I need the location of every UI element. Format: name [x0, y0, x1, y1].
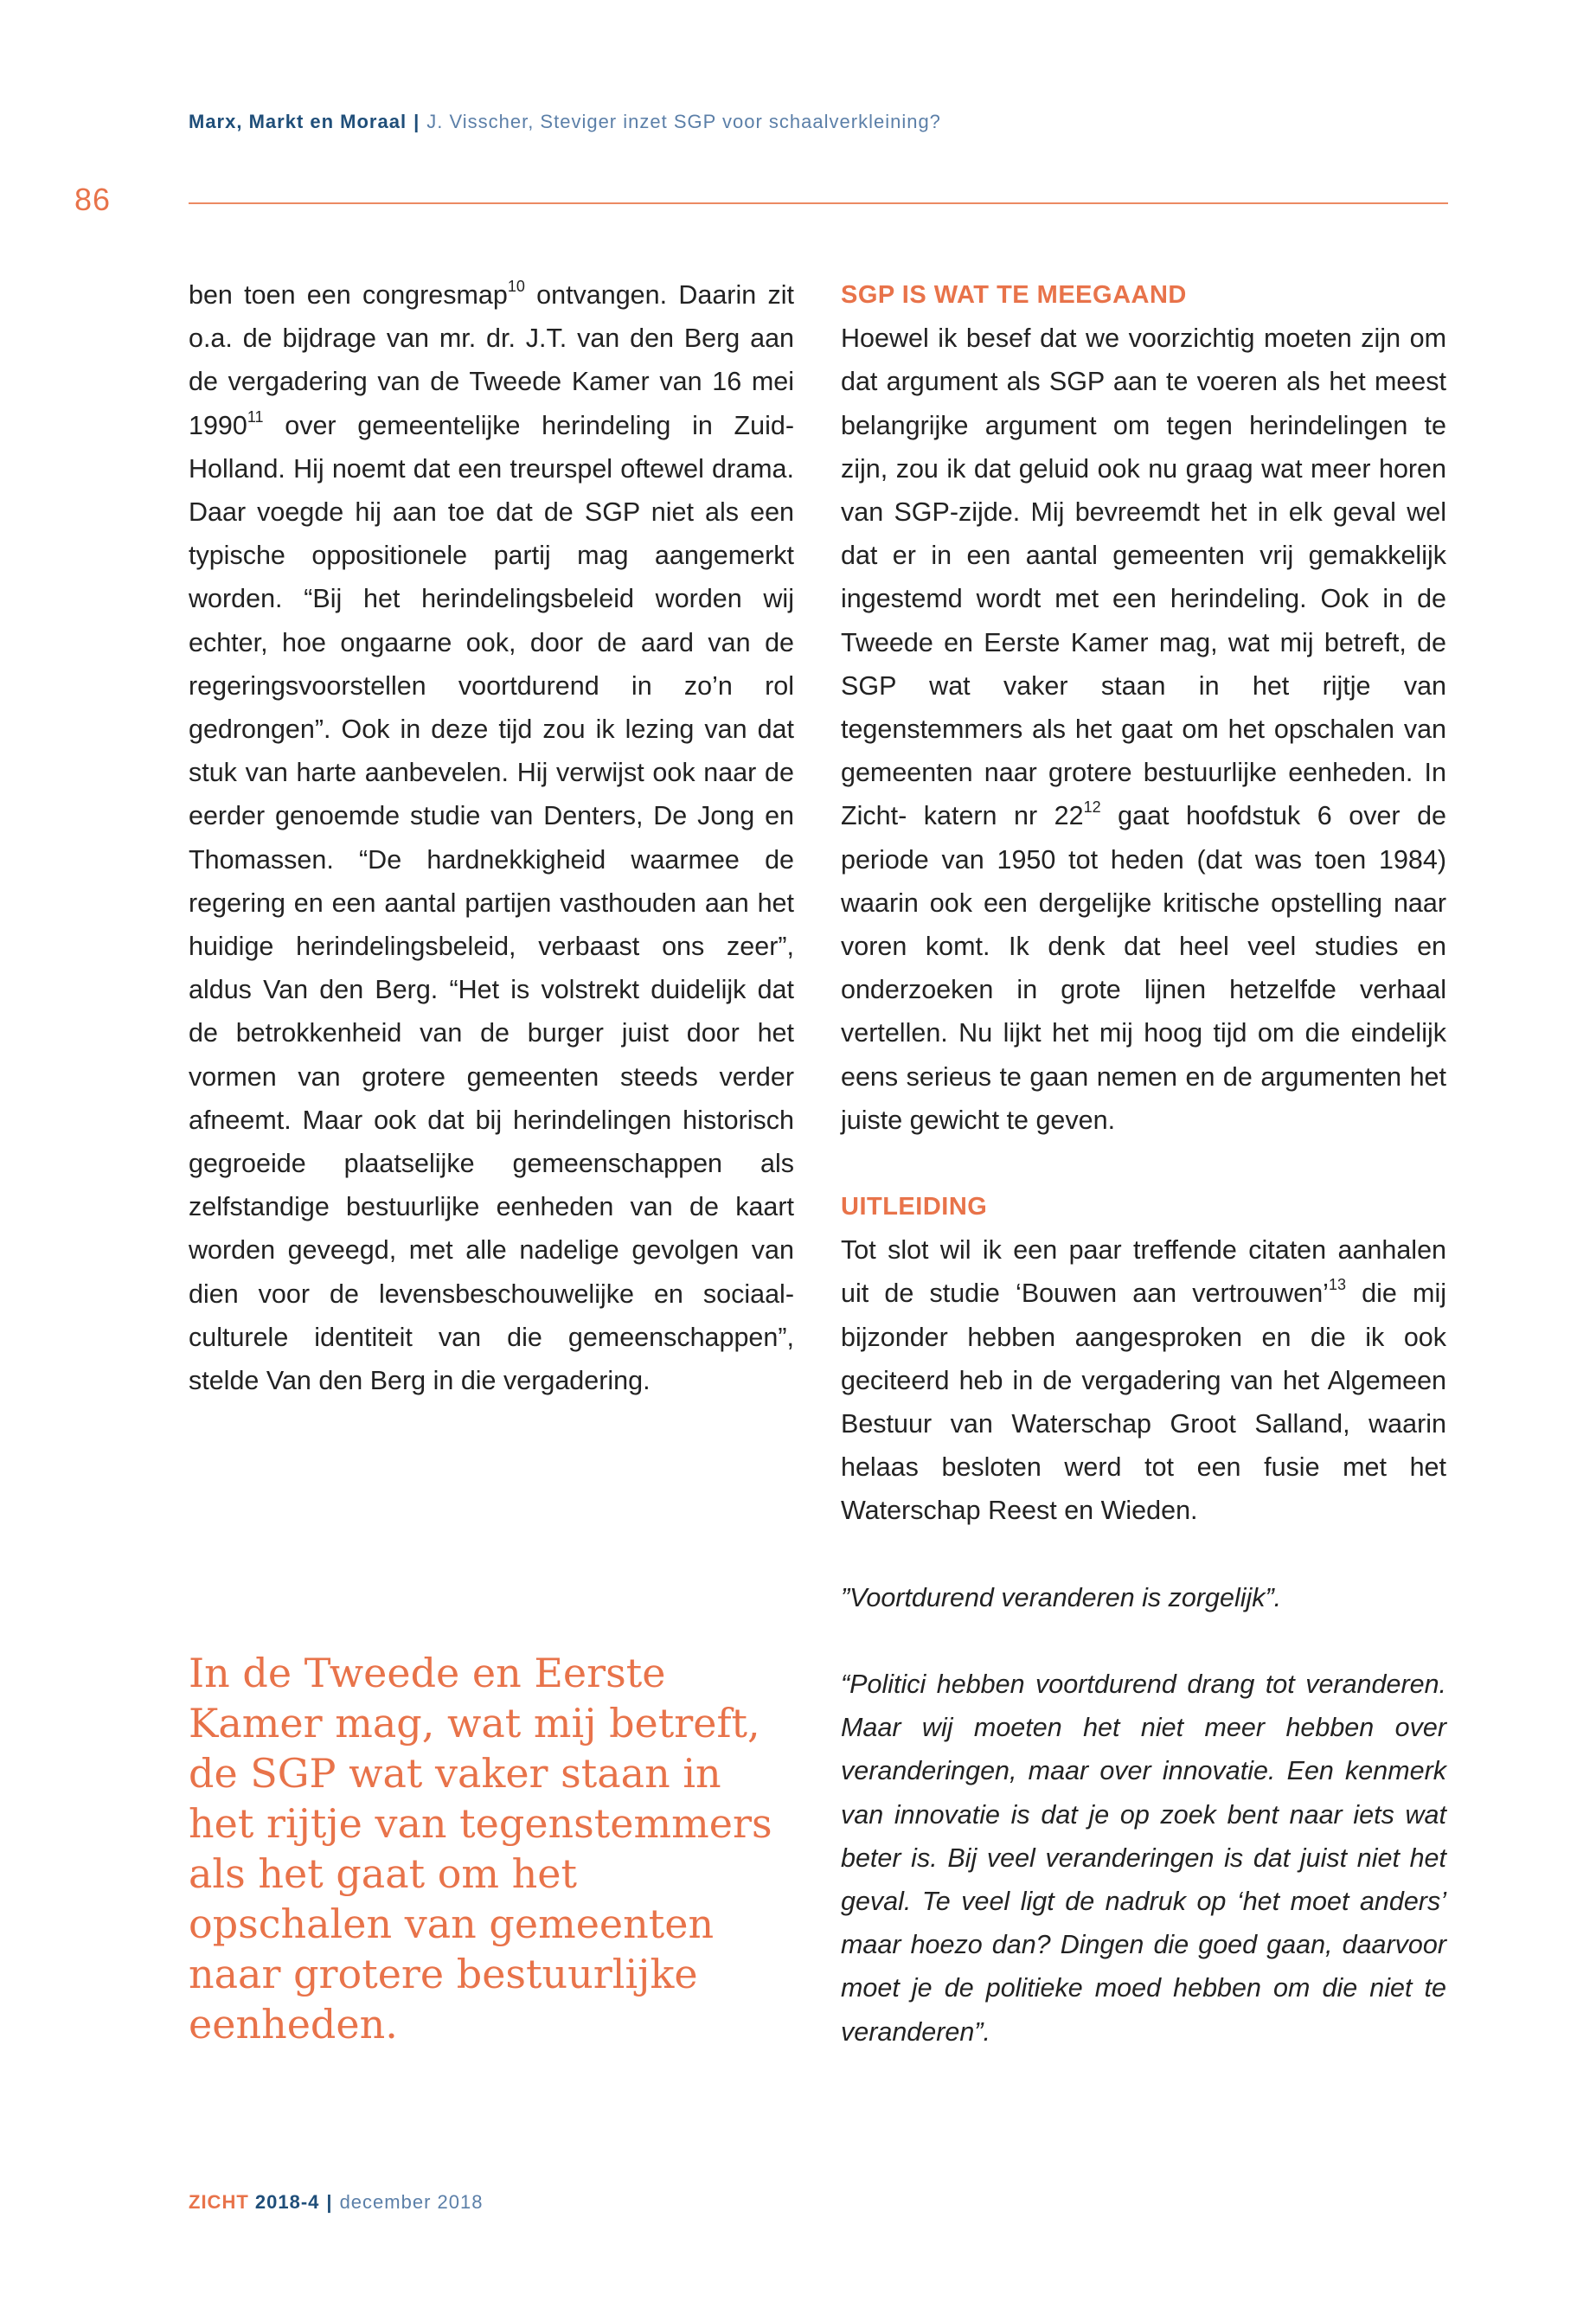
header-rule	[189, 202, 1448, 204]
text-run: Tot slot wil ik een paar treffende citaten aanhalen uit de studie ‘Bouwen aan vertrouwen’	[841, 1235, 1446, 1309]
section-heading: UITLEIDING	[841, 1193, 988, 1221]
series-title: Marx, Markt en Moraal	[189, 111, 407, 132]
text-run: ontvangen. Daarin zit o.a. de bijdrage van mr. dr. J.T. van den Berg aan de vergadering van de Tweede Kamer van 16 mei 1990	[189, 280, 794, 440]
text-run: gaat hoofdstuk 6 over de periode van 1950 tot heden (dat was toen 1984) waarin ook een dergelijke kritische opstelling naar voren komt. Ik denk dat heel veel studies en onderzoeken in grote lijnen hetzelfde verhaal vertellen. Nu lijkt het mij hoog tijd om die eindelijk eens serieus te gaan nemen en de argumenten het juiste gewicht te geven.	[841, 801, 1446, 1135]
right-column	[841, 273, 1446, 2054]
citation-quote: ”Voortdurend veranderen is zorgelijk”.	[841, 1582, 1282, 1612]
text-run: die mij bijzonder hebben aangesproken en die ik ook geciteerd heb in de vergadering van het Algemeen Bestuur van Waterschap Groot Salland, waarin helaas besloten werd tot een fusie met het Waterschap Reest en Wieden.	[841, 1279, 1446, 1526]
body-paragraph	[841, 317, 1446, 1142]
footer	[189, 2191, 483, 2214]
running-header	[189, 111, 941, 133]
citation-quote: “Politici hebben voortdurend drang tot veranderen. Maar wij moeten het niet meer hebben over veranderingen, maar over innovatie. Een kenmerk van innovatie is dat je op zoek bent naar iets wat beter is. Bij veel veranderingen is dat juist niet het geval. Te veel ligt de nadruk op ‘het moet anders’ maar hoezo dan? Dingen die goed gaan, daarvoor moet je de politieke moed hebben om die niet te veranderen”.	[841, 1669, 1446, 2047]
header-separator: |	[413, 111, 420, 132]
pull-quote: In de Tweede en Eerste Kamer mag, wat mij betreft, de SGP wat vaker staan in het rijtje van tegenstemmers als het gaat om het opschalen van gemeenten naar grotere bestuurlijke eenheden.	[189, 1650, 772, 2048]
text-run: over gemeentelijke herindeling in Zuid-Holland. Hij noemt dat een treurspel oftewel drama. Daar voegde hij aan toe dat de SGP niet als een typische oppositionele partij mag aangemerkt worden. “Bij het herindelingsbeleid worden wij echter, hoe ongaarne ook, door de aard van de regeringsvoorstellen voortdurend in zo’n rol gedrongen”. Ook in deze tijd zou ik lezing van dat stuk van harte aanbevelen. Hij verwijst ook naar de eerder genoemde studie van Denters, De Jong en Thomassen. “De hardnekkigheid waarmee de regering en een aantal partijen vasthouden aan het huidige herindelingsbeleid, verbaast ons zeer”, aldus Van den Berg. “Het is volstrekt duidelijk dat de betrokkenheid van de burger juist door het vormen van grotere gemeenten steeds verder afneemt. Maar ook dat bij herindelingen historisch gegroeide plaatselijke gemeenschappen als zelfstandige bestuurlijke eenheden van de kaart worden geveegd, met alle nadelige gevolgen van dien voor de levensbeschouwelijke en sociaal-culturele identiteit van die gemeenschappen”, stelde Van den Berg in die vergadering.	[189, 410, 794, 1396]
footer-separator: |	[326, 2191, 333, 2213]
left-column	[189, 273, 794, 1402]
magazine-name: ZICHT	[189, 2191, 249, 2213]
text-run: ben toen een congresmap	[189, 280, 508, 310]
footnote-ref[interactable]: 11	[247, 407, 264, 426]
issue-number: 2018-4	[254, 2191, 320, 2213]
issue-date: december 2018	[339, 2191, 484, 2213]
footnote-ref[interactable]: 12	[1083, 798, 1101, 817]
page-number: 86	[74, 182, 112, 217]
text-run: Hoewel ik besef dat we voorzichtig moeten zijn om dat argument als SGP aan te voeren als het meest belangrijke argument om tegen herindelingen te zijn, zou ik dat geluid ook nu graag wat meer horen van SGP-zijde. Mij bevreemdt het in elk geval wel dat er in een aantal gemeenten vrij gemakkelijk ingestemd wordt met een herindeling. Ook in de Tweede en Eerste Kamer mag, wat mij betreft, de SGP wat vaker staan in het rijtje van tegenstemmers als het gaat om het opschalen van gemeenten naar grotere bestuurlijke eenheden. In Zicht- katern nr 22	[841, 324, 1446, 831]
article-title: J. Visscher, Steviger inzet SGP voor schaalverkleining?	[426, 111, 941, 132]
footnote-ref[interactable]: 10	[507, 278, 525, 295]
body-paragraph	[841, 1228, 1446, 1532]
body-paragraph	[189, 273, 794, 1402]
section-heading: SGP IS WAT TE MEEGAAND	[841, 281, 1187, 309]
footnote-ref[interactable]: 13	[1328, 1276, 1346, 1294]
